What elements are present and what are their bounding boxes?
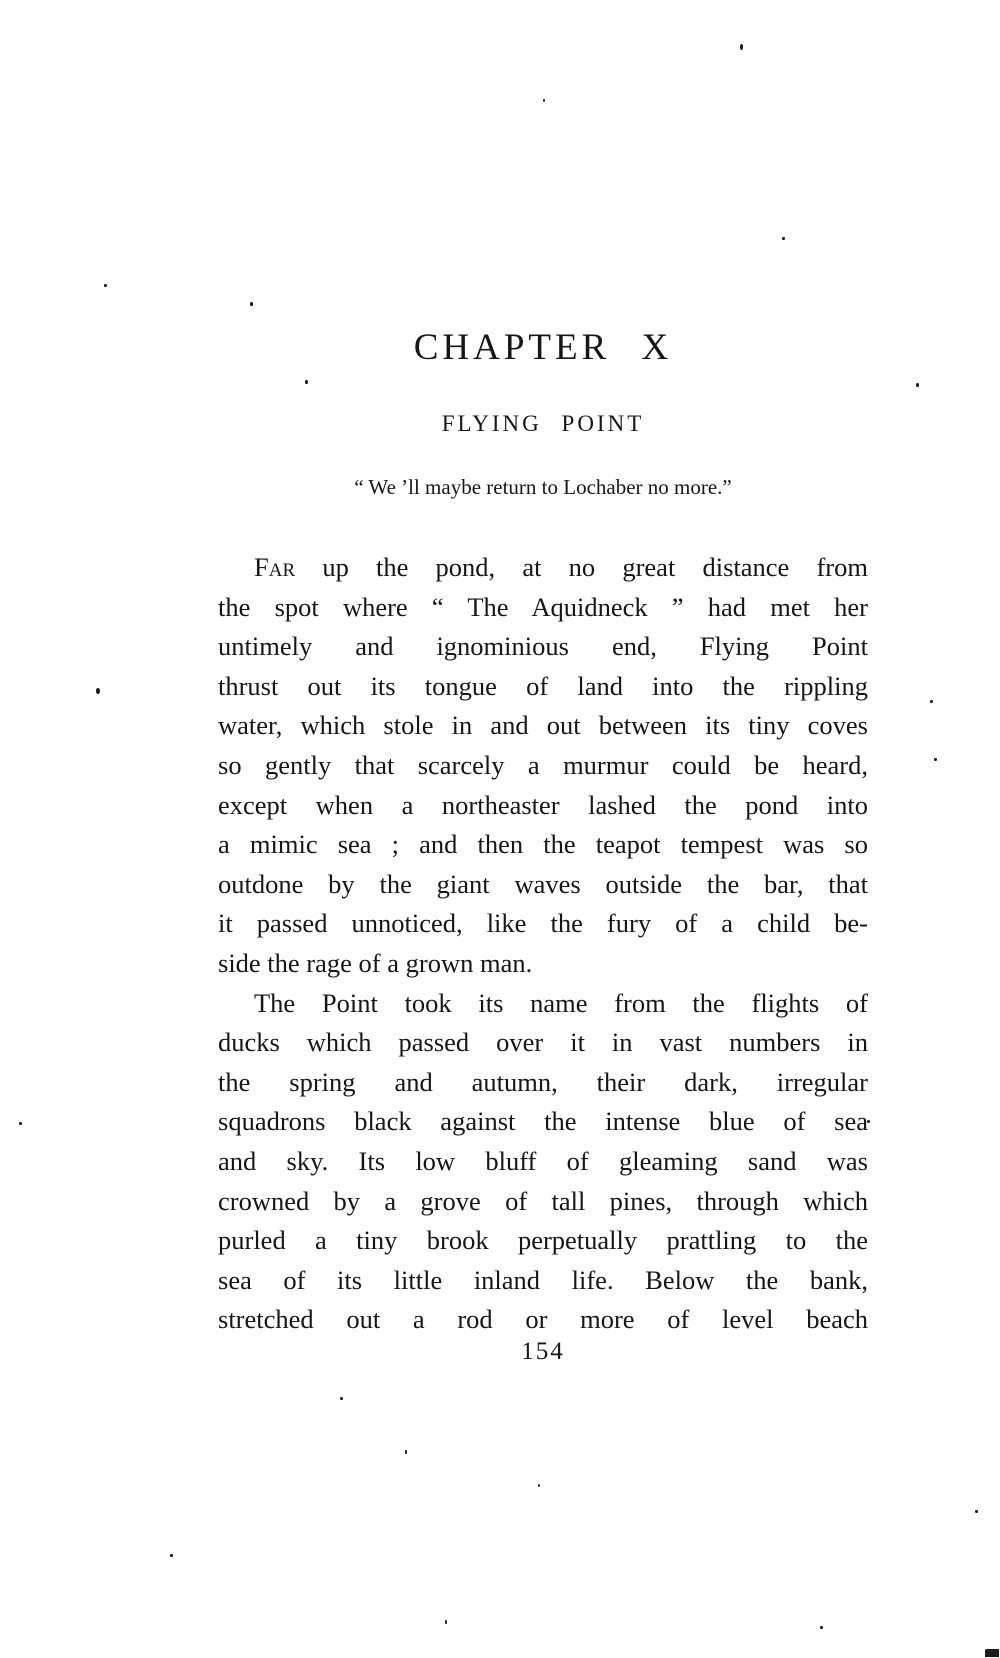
text-line: water, which stole in and out between its tiny coves — [218, 710, 868, 741]
text-line: except when a northeaster lashed the pond into — [218, 789, 868, 820]
epigraph-quote: “ We ’ll maybe return to Lochaber no more.” — [354, 475, 732, 499]
text-line: stretched out a rod or more of level beach — [218, 1304, 868, 1335]
text-line: squadrons black against the intense blue of sea — [218, 1106, 868, 1137]
text-line: purled a tiny brook perpetually prattling to the — [218, 1225, 868, 1256]
text-line: crowned by a grove of tall pines, through which — [218, 1185, 868, 1216]
text-line: a mimic sea ; and then the teapot tempest was so — [218, 829, 868, 860]
ink-speck — [96, 688, 100, 694]
text-line: The Point took its name from the flights of — [254, 987, 868, 1018]
text-line: the spot where “ The Aquidneck ” had met her — [218, 591, 868, 622]
ink-speck — [930, 700, 933, 703]
text-line: and sky. Its low bluff of gleaming sand was — [218, 1145, 868, 1176]
text-line: the spring and autumn, their dark, irregular — [218, 1066, 868, 1097]
corner-ink-mark — [985, 1649, 999, 1657]
text-line: ducks which passed over it in vast numbers in — [218, 1027, 868, 1058]
text-line: sea of its little inland life. Below the bank, — [218, 1264, 868, 1295]
chapter-heading: CHAPTER X — [413, 327, 673, 368]
ink-speck — [934, 758, 937, 761]
text-line: so gently that scarcely a murmur could be heard, — [218, 749, 868, 780]
text-line: untimely and ignominious end, Flying Point — [218, 631, 868, 662]
text-line: Far up the pond, at no great distance from — [254, 552, 868, 582]
text-line: it passed unnoticed, like the fury of a child be- — [218, 908, 868, 939]
text-column — [218, 0, 868, 1658]
text-line: side the rage of a grown man. — [218, 947, 533, 978]
ink-speck — [916, 383, 919, 387]
paragraph — [218, 548, 868, 984]
paragraph — [218, 984, 868, 1340]
text-line: outdone by the giant waves outside the bar, that — [218, 868, 868, 899]
page-number: 154 — [521, 1338, 565, 1365]
small-caps-lead: Far — [254, 552, 296, 582]
body-text — [218, 548, 868, 1340]
section-heading: FLYING POINT — [441, 411, 645, 436]
ink-speck — [19, 1122, 22, 1125]
text-line: thrust out its tongue of land into the rippling — [218, 670, 868, 701]
ink-speck — [170, 1554, 173, 1557]
ink-speck — [975, 1510, 978, 1513]
ink-speck — [104, 284, 107, 287]
